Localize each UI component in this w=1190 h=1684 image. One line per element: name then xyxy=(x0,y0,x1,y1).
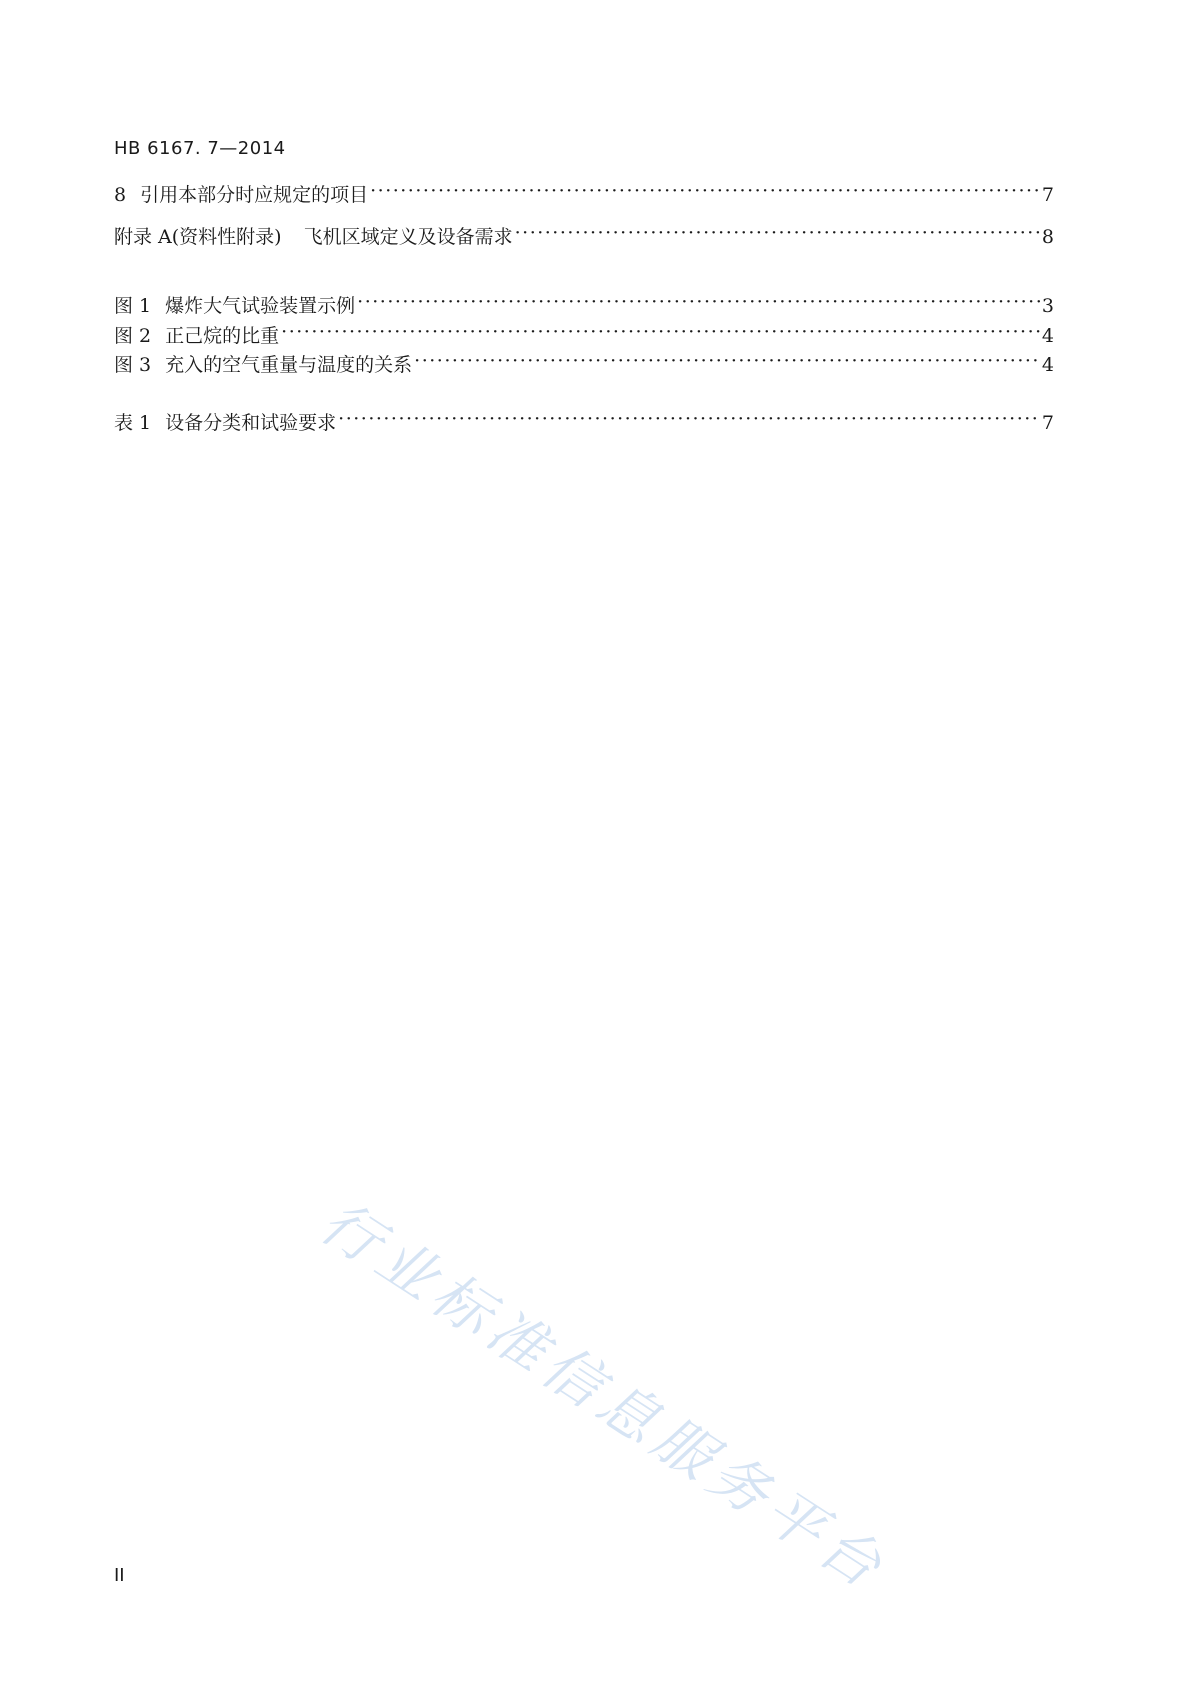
figure-page: 3 xyxy=(1041,295,1054,317)
page-number: II xyxy=(114,1565,125,1586)
toc-entry-page: 8 xyxy=(1041,226,1054,248)
figure-caption-number: 图 3 xyxy=(114,354,152,376)
figure-page: 4 xyxy=(1041,354,1054,376)
leader-dots xyxy=(414,352,1040,371)
figure-list-entry-3[interactable] xyxy=(114,350,1054,377)
leader-dots xyxy=(515,224,1040,243)
table-page: 7 xyxy=(1041,412,1054,434)
leader-dots xyxy=(370,182,1040,201)
toc-entry-number: 8 xyxy=(114,184,127,206)
table-list-entry-1[interactable] xyxy=(114,408,1054,435)
figure-caption-number: 图 1 xyxy=(114,295,152,317)
toc-entry-section-8[interactable] xyxy=(114,180,1054,207)
watermark: 行业标准信息服务平台 xyxy=(308,1187,900,1605)
toc-entry-subtitle: 飞机区域定义及设备需求 xyxy=(303,226,513,248)
toc-entry-title: 附录 A(资料性附录) xyxy=(114,226,282,248)
leader-dots xyxy=(338,410,1040,429)
figure-page: 4 xyxy=(1041,325,1054,347)
table-title: 设备分类和试验要求 xyxy=(165,412,337,434)
figure-list-entry-2[interactable] xyxy=(114,321,1054,348)
leader-dots xyxy=(281,323,1040,342)
leader-dots xyxy=(357,293,1040,312)
figure-title: 充入的空气重量与温度的关系 xyxy=(165,354,413,376)
figure-caption-number: 图 2 xyxy=(114,325,152,347)
figure-list-entry-1[interactable] xyxy=(114,291,1054,318)
toc-entry-appendix-a[interactable] xyxy=(114,222,1054,249)
toc-entry-title: 引用本部分时应规定的项目 xyxy=(140,184,369,206)
figure-title: 正己烷的比重 xyxy=(165,325,280,347)
figure-title: 爆炸大气试验装置示例 xyxy=(165,295,356,317)
table-caption-number: 表 1 xyxy=(114,412,152,434)
document-code: HB 6167. 7—2014 xyxy=(114,138,286,159)
toc-entry-page: 7 xyxy=(1041,184,1054,206)
